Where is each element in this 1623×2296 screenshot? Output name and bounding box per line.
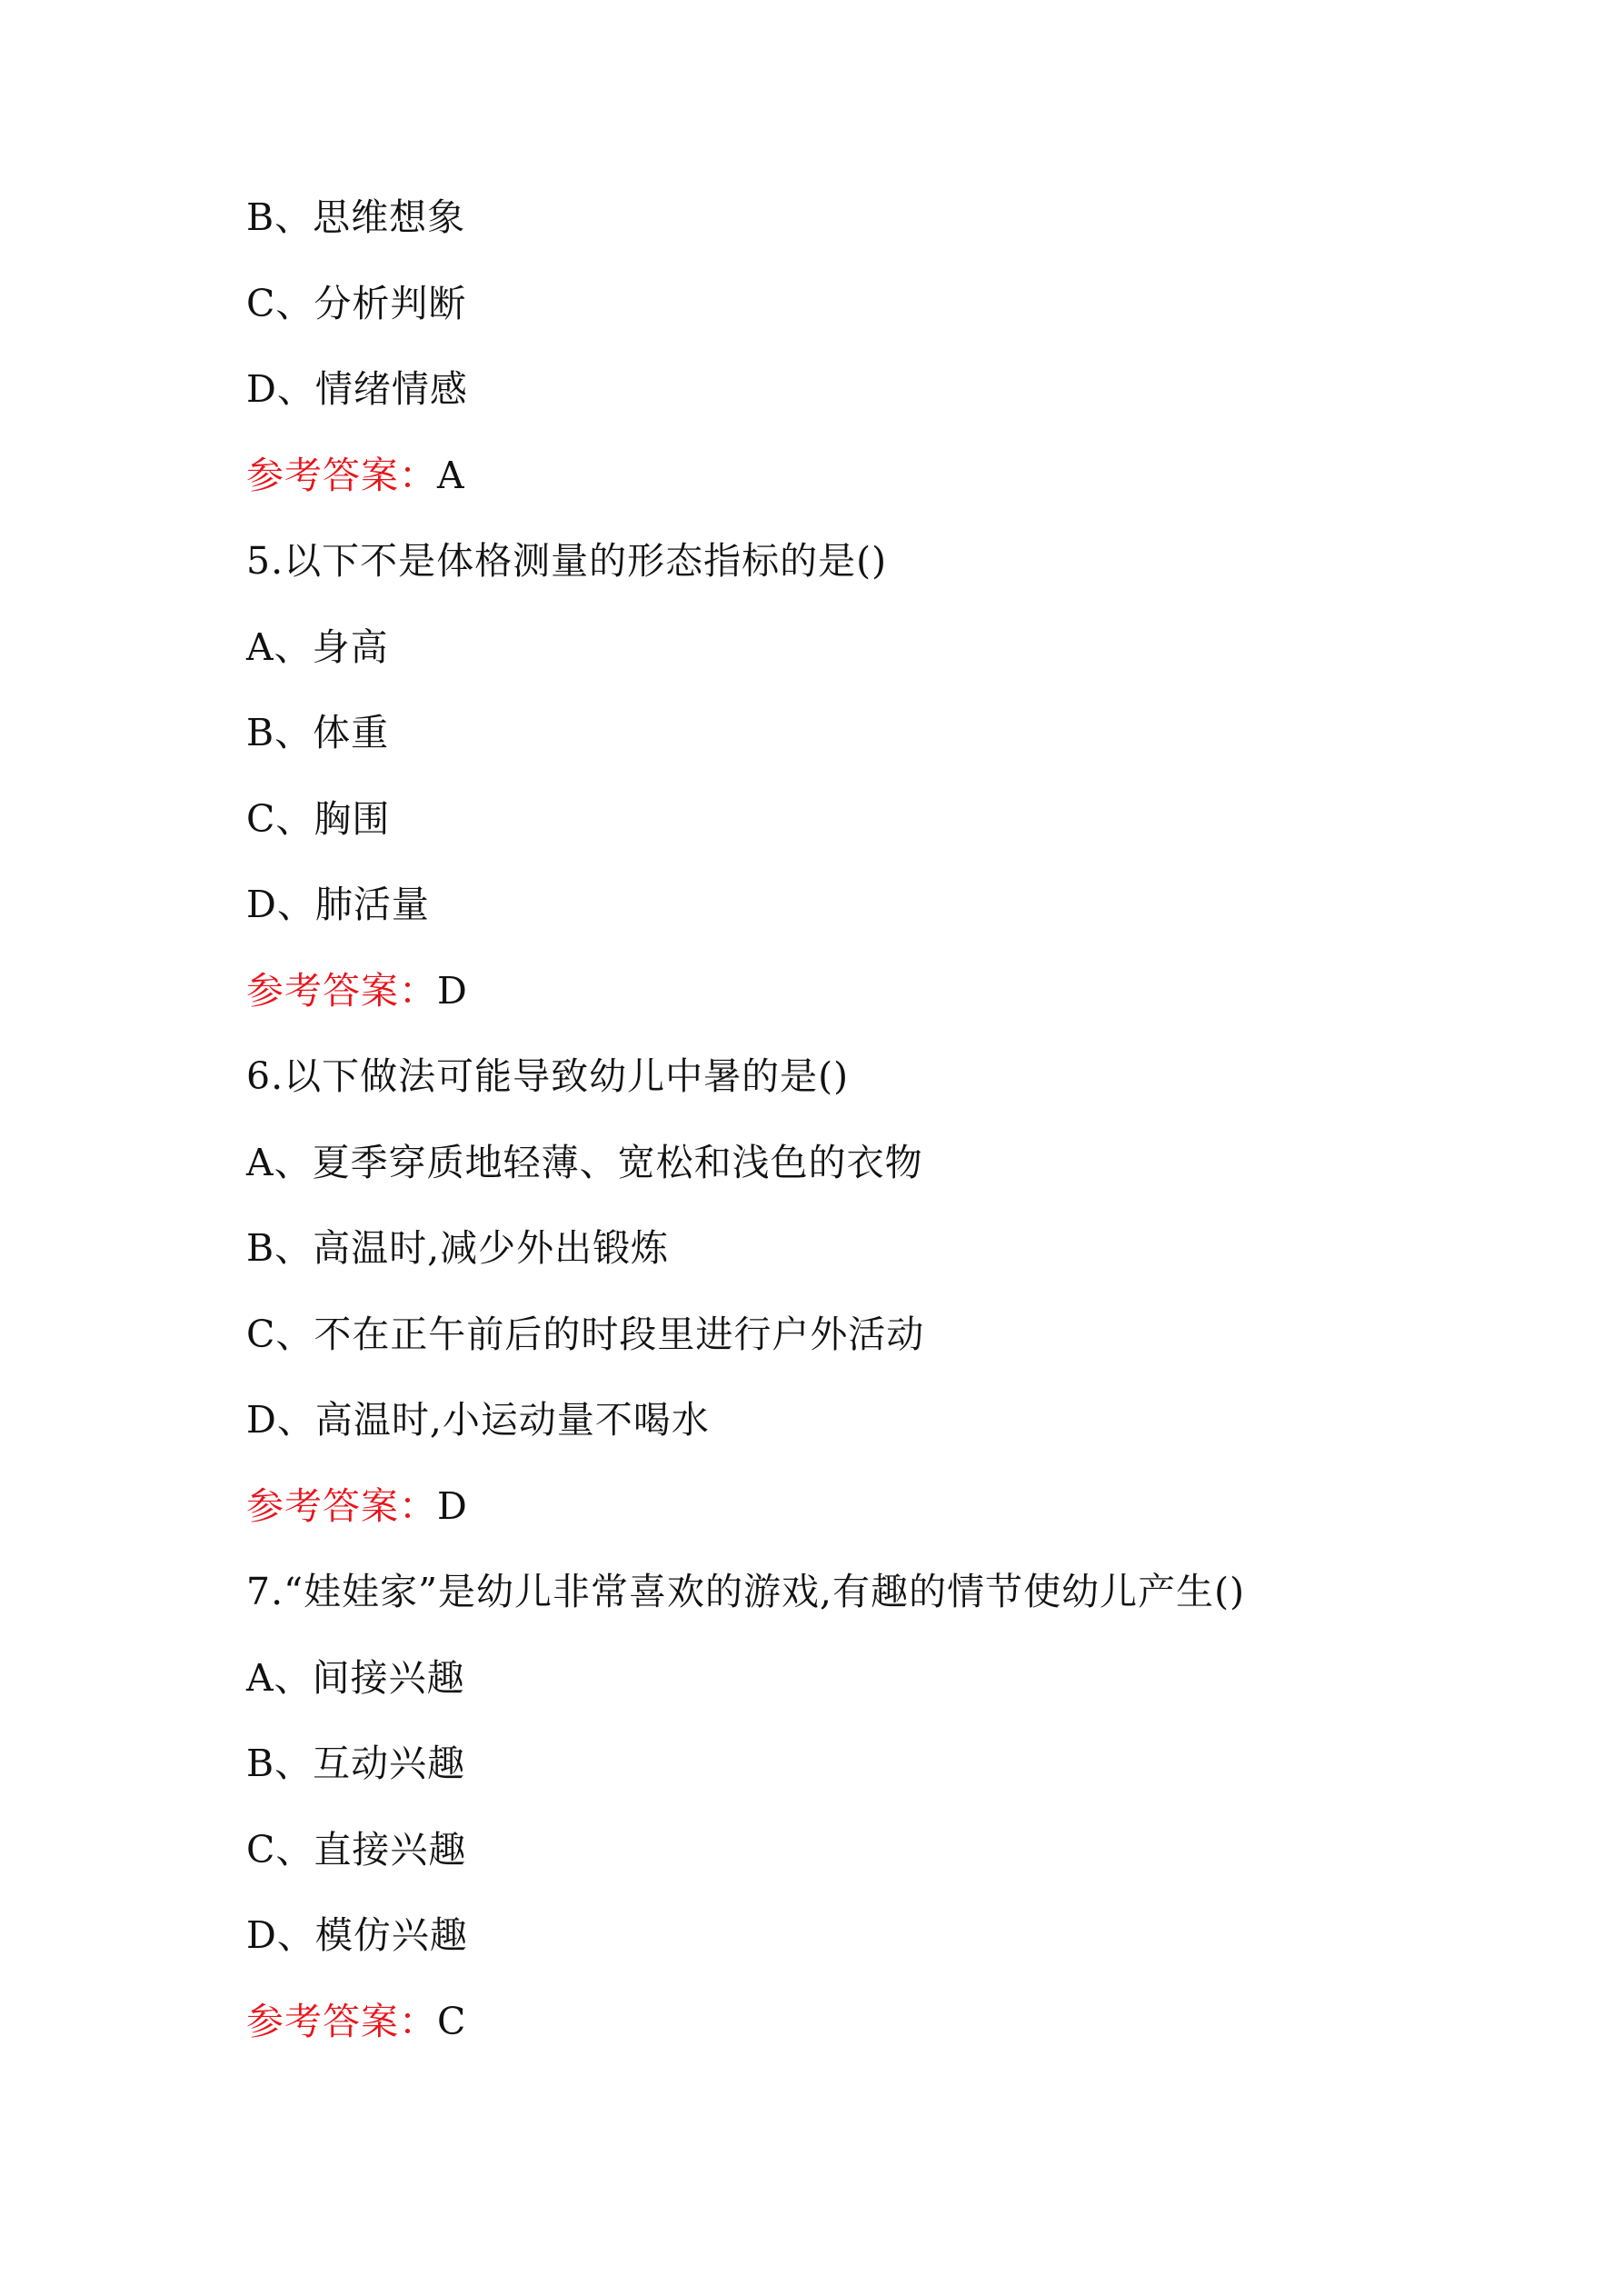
answer-value: A: [437, 453, 465, 497]
option-a: A、身高: [246, 624, 389, 669]
document-page: [246, 186, 1428, 2076]
answer-label: 参考答案：: [246, 968, 437, 1013]
option-b: B、互动兴趣: [246, 1742, 466, 1785]
option-c: C、胸围: [246, 796, 391, 841]
option-b: B、高温时,减少外出锻炼: [246, 1226, 670, 1270]
option-d: D、肺活量: [246, 883, 430, 926]
question-stem: 7.“娃娃家”是幼儿非常喜欢的游戏,有趣的情节使幼儿产生(): [246, 1570, 1246, 1613]
option-d: D、情绪情感: [246, 367, 468, 411]
answer-value: D: [437, 1483, 468, 1528]
option-a: A、间接兴趣: [246, 1655, 465, 1700]
option-b: B、体重: [246, 711, 390, 754]
option-c: C、不在正午前后的时段里进行户外活动: [246, 1312, 925, 1356]
option-b: B、思维想象: [246, 195, 466, 239]
question-stem: 5.以下不是体格测量的形态指标的是(): [246, 539, 888, 583]
question-stem: 6.以下做法可能导致幼儿中暑的是(): [246, 1054, 850, 1098]
answer-line: [246, 1991, 1428, 2077]
answer-line: [246, 1475, 1428, 1562]
answer-line: [246, 444, 1428, 531]
answer-line: [246, 960, 1428, 1046]
answer-value: D: [437, 968, 468, 1013]
option-a: A、夏季穿质地轻薄、宽松和浅色的衣物: [246, 1140, 923, 1184]
option-c: C、直接兴趣: [246, 1827, 467, 1872]
option-c: C、分析判断: [246, 281, 467, 325]
answer-value: C: [437, 1999, 467, 2043]
answer-label: 参考答案：: [246, 1483, 437, 1528]
answer-label: 参考答案：: [246, 453, 437, 497]
answer-label: 参考答案：: [246, 1999, 437, 2043]
option-d: D、高温时,小运动量不喝水: [246, 1398, 710, 1442]
option-d: D、模仿兴趣: [246, 1913, 468, 1957]
